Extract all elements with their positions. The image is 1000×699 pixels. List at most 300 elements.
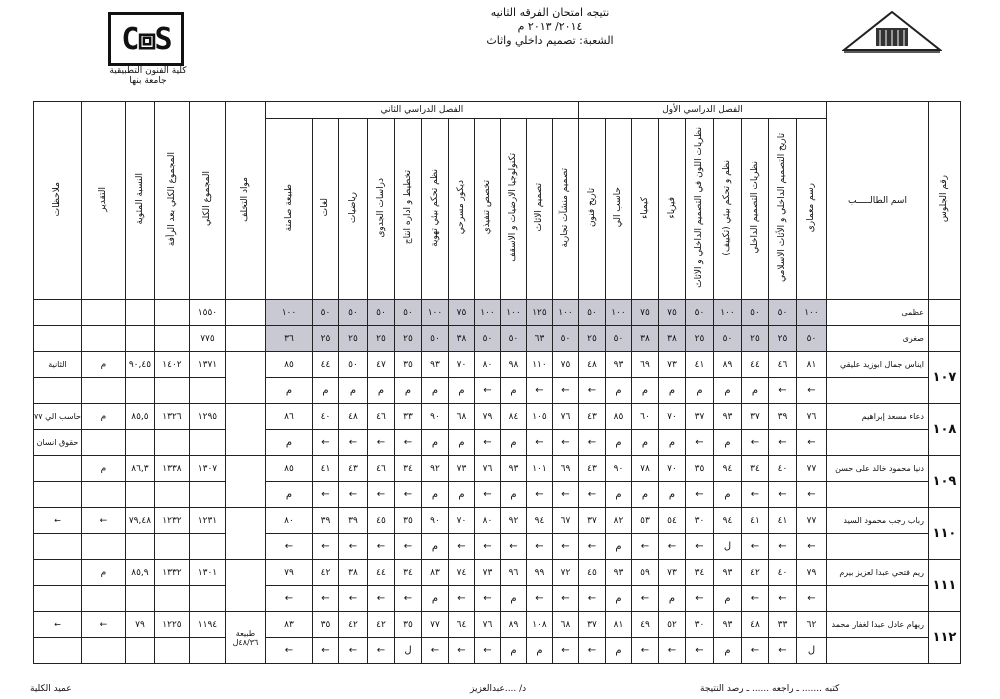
mark-cell: ٥٩ xyxy=(631,560,658,586)
grade-cell: ← xyxy=(741,482,768,508)
seat-number: ١٠٩ xyxy=(928,456,960,508)
mark-cell: ٩٤ xyxy=(713,456,741,482)
seat-header-label: رقم الجلوس xyxy=(939,175,950,223)
max-mark-cell: ٧٥ xyxy=(448,300,474,326)
mark-cell: ٨٠ xyxy=(474,508,500,534)
grade-empty xyxy=(189,534,225,560)
table-row xyxy=(34,560,961,586)
name-header: اسم الطالـــــب xyxy=(826,102,928,300)
mark-cell: ٤٣ xyxy=(338,456,367,482)
mark-cell: ٤٠ xyxy=(312,404,338,430)
subject-header xyxy=(367,119,394,300)
grade-empty xyxy=(189,638,225,664)
grade-cell: ← xyxy=(552,534,578,560)
mark-cell: ٣٠ xyxy=(685,508,713,534)
max-mark-cell: ١٠٠ xyxy=(796,300,826,326)
min-mark-cell: ٢٥ xyxy=(312,326,338,352)
mark-cell: ٨٩ xyxy=(713,352,741,378)
seat-header xyxy=(928,102,960,300)
mark-cell: ٣٤ xyxy=(394,560,421,586)
grade-empty xyxy=(81,482,125,508)
mark-cell: ٤٩ xyxy=(631,612,658,638)
grade-empty xyxy=(81,378,125,404)
grade-cell: م xyxy=(312,378,338,404)
min-mark-cell: ٦٣ xyxy=(526,326,552,352)
max-mark-cell: ٥٠ xyxy=(312,300,338,326)
grade-cell: ← xyxy=(526,482,552,508)
subject-header xyxy=(552,119,578,300)
mark-cell: ٩٣ xyxy=(500,456,526,482)
mark-cell: ٧٣ xyxy=(474,560,500,586)
mark-cell: ٨٠ xyxy=(265,508,312,534)
seat-number: ١٠٧ xyxy=(928,352,960,404)
mark-cell: ٤٤ xyxy=(367,560,394,586)
mark-cell: ٦٩ xyxy=(631,352,658,378)
subject-header xyxy=(578,119,605,300)
mark-cell: ٣٤ xyxy=(741,456,768,482)
grade-cell: ← xyxy=(526,586,552,612)
grade-cell: ← xyxy=(474,482,500,508)
mark-cell: ٩٠ xyxy=(605,456,631,482)
grade-cell: ← xyxy=(741,430,768,456)
mark-cell: ٧٢ xyxy=(552,560,578,586)
grade-cell: ل xyxy=(713,534,741,560)
grade-cell: ← xyxy=(552,430,578,456)
mark-cell: ٨٣ xyxy=(265,612,312,638)
grade-cell: م xyxy=(367,378,394,404)
mark-cell: ١١٠ xyxy=(526,352,552,378)
note2 xyxy=(34,534,82,560)
grade-cell: ← xyxy=(631,638,658,664)
total-after: ١٤٠٢ xyxy=(154,352,189,378)
grade-cell: ← xyxy=(394,586,421,612)
mark-cell: ٤٢ xyxy=(312,560,338,586)
percentage: ٨٥,٩ xyxy=(125,560,154,586)
max-empty-cell xyxy=(81,300,125,326)
mark-cell: ٣٤ xyxy=(394,456,421,482)
min-mark-cell: ٥٠ xyxy=(552,326,578,352)
total-after: ١٣٢٦ xyxy=(154,404,189,430)
results-table xyxy=(33,101,961,664)
grade-cell: ← xyxy=(367,430,394,456)
max-mark-cell: ١٠٠ xyxy=(605,300,631,326)
max-mark-cell: ٥٠ xyxy=(685,300,713,326)
grade-cell: ← xyxy=(448,638,474,664)
name-empty xyxy=(826,586,928,612)
grade-cell: ← xyxy=(741,534,768,560)
grade-empty xyxy=(81,586,125,612)
extra-header-4 xyxy=(81,102,125,300)
subject-header-label: رسم معمارى xyxy=(806,182,817,233)
grade-cell: ← xyxy=(474,534,500,560)
grade-cell: م xyxy=(421,586,448,612)
max-total-cell: ١٥٥٠ xyxy=(189,300,225,326)
grade-empty xyxy=(125,378,154,404)
grade-cell: ← xyxy=(768,638,796,664)
grade-cell: ← xyxy=(312,586,338,612)
mark-cell: ٣٤ xyxy=(685,560,713,586)
grade-cell: ← xyxy=(796,534,826,560)
grade-cell: م xyxy=(685,378,713,404)
name-empty xyxy=(826,378,928,404)
note2: حقوق انسان xyxy=(34,430,82,456)
min-empty-cell xyxy=(34,326,82,352)
rating: ← xyxy=(81,612,125,638)
grade-empty xyxy=(189,482,225,508)
percentage: ٧٩ xyxy=(125,612,154,638)
grade-cell: ← xyxy=(768,482,796,508)
mark-cell: ٤٨ xyxy=(741,612,768,638)
table-row xyxy=(34,352,961,378)
grade-cell: ← xyxy=(265,534,312,560)
min-mark-cell: ٥٠ xyxy=(421,326,448,352)
mark-cell: ٧٥ xyxy=(552,352,578,378)
mark-cell: ٨٠ xyxy=(474,352,500,378)
table-row xyxy=(34,456,961,482)
grade-cell: ← xyxy=(338,638,367,664)
mark-cell: ٩٣ xyxy=(605,560,631,586)
grade-empty xyxy=(154,430,189,456)
mark-cell: ٧٣ xyxy=(658,560,685,586)
college-logo xyxy=(108,12,188,86)
grade-cell: م xyxy=(658,378,685,404)
grade-cell: ← xyxy=(685,586,713,612)
grade-cell: م xyxy=(500,430,526,456)
note2 xyxy=(34,482,82,508)
extra-header-0-label: مواد التخلف xyxy=(240,176,251,222)
max-mark-cell: ٧٥ xyxy=(658,300,685,326)
rating: م xyxy=(81,456,125,482)
grade-cell: م xyxy=(658,482,685,508)
grade-cell: م xyxy=(605,430,631,456)
mark-cell: ٣٧ xyxy=(685,404,713,430)
grade-cell: ← xyxy=(741,586,768,612)
grade-cell: ← xyxy=(474,586,500,612)
mark-cell: ٤٠ xyxy=(768,560,796,586)
mark-cell: ٧٩ xyxy=(265,560,312,586)
mark-cell: ٧٠ xyxy=(658,404,685,430)
seat-number: ١١٢ xyxy=(928,612,960,664)
mark-cell: ٤٢ xyxy=(741,560,768,586)
grade-cell: ← xyxy=(552,638,578,664)
total-after: ١٢٣٢ xyxy=(154,508,189,534)
footer-signature: د/ ....عبدالعزيز xyxy=(470,684,527,694)
student-name: رباب رجب محمود السيد xyxy=(826,508,928,534)
mark-cell: ٦٧ xyxy=(552,508,578,534)
table-row-grades xyxy=(34,378,961,404)
min-mark-cell: ٢٥ xyxy=(741,326,768,352)
table-row-grades xyxy=(34,482,961,508)
table-row xyxy=(34,404,961,430)
mark-cell: ٣٧ xyxy=(741,404,768,430)
grade-empty xyxy=(154,638,189,664)
grade-cell: ← xyxy=(796,586,826,612)
subject-header xyxy=(338,119,367,300)
mark-cell: ٤٦ xyxy=(768,352,796,378)
subject-header-label: لغات xyxy=(320,198,331,217)
note2 xyxy=(34,638,82,664)
subject-header xyxy=(768,119,796,300)
total: ١٣٠١ xyxy=(189,560,225,586)
max-mark-cell: ١٠٠ xyxy=(552,300,578,326)
grade-empty xyxy=(125,430,154,456)
grade-cell: م xyxy=(713,378,741,404)
grade-cell: ← xyxy=(474,430,500,456)
grade-cell: ← xyxy=(312,638,338,664)
mark-cell: ١٠٨ xyxy=(526,612,552,638)
total-after: ١٣٣٨ xyxy=(154,456,189,482)
grade-cell: ← xyxy=(796,378,826,404)
mark-cell: ٤٧ xyxy=(367,352,394,378)
subject-header-label: نظريات اللون في التصميم الداخلي و الاثاث xyxy=(694,127,705,288)
total-after: ١٢٢٥ xyxy=(154,612,189,638)
max-empty-cell xyxy=(125,300,154,326)
mark-cell: ٣٥ xyxy=(394,352,421,378)
max-mark-cell: ١٠٠ xyxy=(474,300,500,326)
grade-cell: ← xyxy=(768,430,796,456)
student-name: ريم فتحي عبدا لعزيز بيرم xyxy=(826,560,928,586)
mark-cell: ٥٢ xyxy=(658,612,685,638)
grade-cell: ← xyxy=(394,482,421,508)
fail-subjects xyxy=(225,404,265,456)
min-mark-cell: ٣٦ xyxy=(265,326,312,352)
mark-cell: ٥٤ xyxy=(658,508,685,534)
mark-cell: ٨٤ xyxy=(500,404,526,430)
total: ١٣٧١ xyxy=(189,352,225,378)
subject-header xyxy=(713,119,741,300)
max-mark-cell: ١٠٠ xyxy=(713,300,741,326)
subject-header-label: نظم تحكم بيئي تهوية xyxy=(429,168,440,247)
note xyxy=(34,560,82,586)
grade-cell: ← xyxy=(367,534,394,560)
min-total-cell: ٧٧٥ xyxy=(189,326,225,352)
min-mark-cell: ٢٥ xyxy=(685,326,713,352)
max-mark-cell: ١٠٠ xyxy=(500,300,526,326)
extra-header-5 xyxy=(34,102,82,300)
document-header xyxy=(470,6,630,48)
subject-header-label: تخطيط و اداره انتاج xyxy=(402,170,413,245)
logo-caption-university: جامعة بنها xyxy=(129,76,167,86)
fail-subjects: طبيعة ٤٨/٣٦ل xyxy=(225,612,265,664)
mark-cell: ٧٦ xyxy=(474,456,500,482)
grade-cell: ← xyxy=(265,638,312,664)
min-mark-cell: ٣٨ xyxy=(448,326,474,352)
grade-cell: م xyxy=(500,586,526,612)
mark-cell: ٧٩ xyxy=(474,404,500,430)
subject-header-label: تاريخ التصميم الداخلي و الأثاث الاسلامي xyxy=(777,133,788,282)
mark-cell: ٤٣ xyxy=(578,404,605,430)
grade-cell: م xyxy=(605,586,631,612)
mark-cell: ٧٣ xyxy=(448,456,474,482)
mark-cell: ٨٦ xyxy=(265,404,312,430)
mark-cell: ٤٦ xyxy=(367,456,394,482)
mark-cell: ٣٣ xyxy=(394,404,421,430)
min-mark-cell: ٢٥ xyxy=(367,326,394,352)
mark-cell: ٤١ xyxy=(685,352,713,378)
note2 xyxy=(34,378,82,404)
grade-cell: ← xyxy=(578,378,605,404)
mark-cell: ٣٩ xyxy=(338,508,367,534)
mark-cell: ٤٦ xyxy=(367,404,394,430)
grade-empty xyxy=(125,534,154,560)
mark-cell: ٦٨ xyxy=(448,404,474,430)
grade-cell: م xyxy=(631,430,658,456)
name-empty xyxy=(826,534,928,560)
grade-cell: ← xyxy=(338,430,367,456)
grade-cell: ← xyxy=(578,586,605,612)
table-row xyxy=(34,508,961,534)
max-mark-cell: ١٢٥ xyxy=(526,300,552,326)
subject-header xyxy=(265,119,312,300)
max-empty-cell xyxy=(154,300,189,326)
grade-cell: ← xyxy=(367,638,394,664)
mark-cell: ٨١ xyxy=(605,612,631,638)
grade-cell: م xyxy=(421,430,448,456)
grade-empty xyxy=(189,430,225,456)
subject-header-label: نظم و تحكم بيئي (تكييف) xyxy=(722,159,733,256)
student-name: ريهام عادل عبدا لغفار محمد xyxy=(826,612,928,638)
grade-cell: م xyxy=(605,482,631,508)
grade-cell: م xyxy=(500,638,526,664)
mark-cell: ٤٠ xyxy=(768,456,796,482)
grade-cell: ← xyxy=(526,534,552,560)
semester2-header: الفصل الدراسي الثاني xyxy=(265,102,578,119)
semester1-header: الفصل الدراسي الأول xyxy=(578,102,826,119)
min-mark-cell: ٥٠ xyxy=(796,326,826,352)
grade-cell: م xyxy=(500,378,526,404)
mark-cell: ٩٢ xyxy=(500,508,526,534)
subject-header-label: دراسات الجدوى xyxy=(375,177,386,238)
min-mark-cell: ٢٥ xyxy=(578,326,605,352)
mark-cell: ٥٣ xyxy=(631,508,658,534)
min-mark-cell: ٥٠ xyxy=(474,326,500,352)
grade-empty xyxy=(189,378,225,404)
max-mark-cell: ١٠٠ xyxy=(265,300,312,326)
seat-number: ١١١ xyxy=(928,560,960,612)
max-mark-cell: ٥٠ xyxy=(741,300,768,326)
max-mark-cell: ١٠٠ xyxy=(421,300,448,326)
header-division: الشعبة: تصميم داخلي واثاث xyxy=(486,34,614,47)
grade-cell: ← xyxy=(552,586,578,612)
grade-cell: م xyxy=(713,586,741,612)
grade-cell: م xyxy=(605,534,631,560)
grade-cell: ← xyxy=(685,534,713,560)
note: الثانية xyxy=(34,352,82,378)
total: ١٣٠٧ xyxy=(189,456,225,482)
fail-subjects xyxy=(225,456,265,508)
min-mark-cell: ٥٠ xyxy=(500,326,526,352)
note2 xyxy=(34,586,82,612)
grade-cell: ← xyxy=(474,638,500,664)
mark-cell: ٧٧ xyxy=(796,456,826,482)
mark-cell: ٤١ xyxy=(768,508,796,534)
mark-cell: ٧٣ xyxy=(658,352,685,378)
grade-cell: ← xyxy=(394,534,421,560)
subject-header-label: تاريخ فنون xyxy=(586,187,597,228)
min-mark-cell: ٢٥ xyxy=(768,326,796,352)
mark-cell: ٣٥ xyxy=(394,612,421,638)
mark-cell: ٤٤ xyxy=(312,352,338,378)
grade-cell: ← xyxy=(367,586,394,612)
mark-cell: ٩٢ xyxy=(421,456,448,482)
grade-cell: م xyxy=(605,378,631,404)
grade-cell: م xyxy=(338,378,367,404)
mark-cell: ٣٨ xyxy=(338,560,367,586)
grade-cell: ← xyxy=(685,638,713,664)
subject-header-label: تكنولوجيا الارضيات و الاسقف xyxy=(508,153,519,262)
grade-cell: م xyxy=(526,638,552,664)
grade-cell: م xyxy=(448,430,474,456)
grade-cell: م xyxy=(713,430,741,456)
table-row xyxy=(34,612,961,638)
mark-cell: ٩٤ xyxy=(526,508,552,534)
mark-cell: ٣٧ xyxy=(578,508,605,534)
mark-cell: ٩٣ xyxy=(713,560,741,586)
mark-cell: ٧٦ xyxy=(552,404,578,430)
grade-cell: م xyxy=(658,430,685,456)
grade-cell: ← xyxy=(474,378,500,404)
mark-cell: ٣٩ xyxy=(312,508,338,534)
mark-cell: ٧٧ xyxy=(421,612,448,638)
grade-cell: م xyxy=(713,482,741,508)
subject-header xyxy=(796,119,826,300)
mark-cell: ٤٣ xyxy=(578,456,605,482)
grade-cell: ← xyxy=(796,482,826,508)
mark-cell: ٨٩ xyxy=(500,612,526,638)
grade-cell: ← xyxy=(578,482,605,508)
grade-cell: ← xyxy=(768,586,796,612)
mark-cell: ٩٤ xyxy=(713,508,741,534)
mark-cell: ٨٢ xyxy=(605,508,631,534)
mark-cell: ٦٨ xyxy=(552,612,578,638)
grade-cell: ← xyxy=(265,586,312,612)
table-row-grades xyxy=(34,430,961,456)
mark-cell: ٤١ xyxy=(741,508,768,534)
grade-cell: ← xyxy=(631,586,658,612)
subject-header-label: طبيعة صامتة xyxy=(283,183,294,232)
grade-cell: ← xyxy=(578,638,605,664)
mark-cell: ٤٨ xyxy=(338,404,367,430)
extra-header-2 xyxy=(154,102,189,300)
grade-cell: ← xyxy=(338,534,367,560)
grade-cell: م xyxy=(448,482,474,508)
grade-cell: ← xyxy=(394,430,421,456)
subject-header-label: تصميم الاثاث xyxy=(534,183,545,232)
grade-empty xyxy=(81,430,125,456)
footer-clerks: كتبه ....... ـ راجعه ...... ـ رصد النتيجة xyxy=(700,684,840,694)
subject-header xyxy=(741,119,768,300)
mark-cell: ٧٠ xyxy=(448,508,474,534)
grade-cell: م xyxy=(605,638,631,664)
mark-cell: ٩٣ xyxy=(421,352,448,378)
min-empty-cell xyxy=(81,326,125,352)
grade-cell: ← xyxy=(500,534,526,560)
mark-cell: ٧٩ xyxy=(796,560,826,586)
min-mark-cell: ٥٠ xyxy=(713,326,741,352)
extra-header-2-label: المجموع الكلي بعد الرأفة xyxy=(166,151,177,247)
grade-cell: م xyxy=(631,482,658,508)
mark-cell: ٤٥ xyxy=(578,560,605,586)
grade-cell: ← xyxy=(685,430,713,456)
grade-cell: ← xyxy=(312,534,338,560)
grade-cell: م xyxy=(713,638,741,664)
mark-cell: ٧٧ xyxy=(796,508,826,534)
note: حاسب الي ٧٧ xyxy=(34,404,82,430)
grade-cell: ← xyxy=(658,638,685,664)
grade-empty xyxy=(154,534,189,560)
table-row-grades xyxy=(34,534,961,560)
grade-cell: ← xyxy=(367,482,394,508)
